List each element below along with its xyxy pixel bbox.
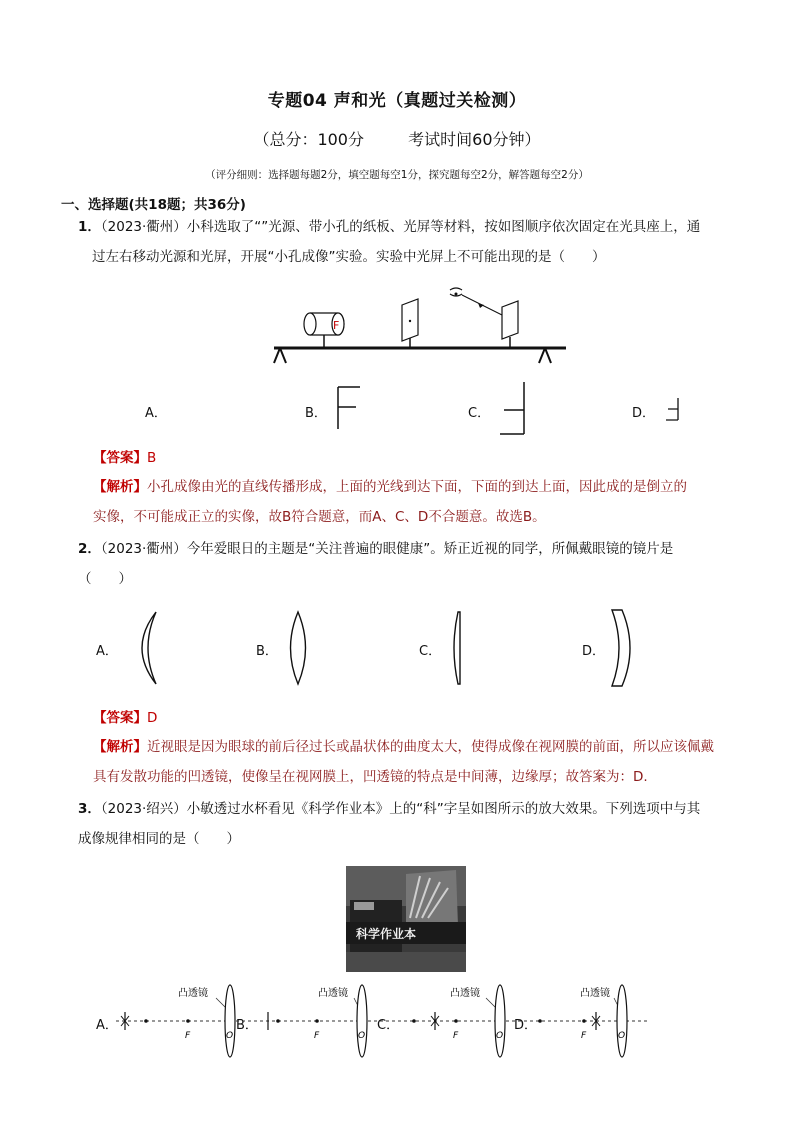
convex-lens-diagrams	[108, 980, 653, 1060]
question-text-2: 过左右移动光源和光屏，开展“小孔成像”实验。实验中光屏上不可能出现的是（ ）	[92, 249, 606, 265]
q2-option-d[interactable]: D．	[582, 644, 606, 659]
scoring-note: （评分细则：选择题每题2分，填空题每空1分，探究题每空2分，解答题每空2分）	[205, 169, 589, 181]
question-1	[78, 212, 758, 272]
question-number: 1．	[78, 219, 101, 235]
q2-option-c[interactable]: C．	[419, 644, 442, 659]
focus-label: F	[453, 1031, 459, 1041]
explanation-text-2: 具有发散功能的凹透镜，使像呈在视网膜上，凹透镜的特点是中间薄，边缘厚；故答案为：D.	[93, 769, 648, 785]
q1-explanation	[93, 472, 753, 532]
total-score: （总分：100分	[253, 130, 364, 149]
option-c-shape	[496, 380, 530, 438]
exam-time: 考试时间60分钟）	[408, 130, 541, 149]
q2-explanation	[93, 732, 753, 792]
optical-center-label: O	[226, 1031, 234, 1041]
answer-tag: 【答案】	[93, 450, 147, 466]
explanation-text-2: 实像，不可能成正立的实像，故B符合题意，而A、C、D不合题意。故选B。	[93, 509, 546, 525]
q1-option-b[interactable]: B．	[305, 406, 327, 421]
focus-label: F	[581, 1031, 587, 1041]
lens-label: 凸透镜	[580, 988, 610, 999]
q1-option-a[interactable]: A．	[145, 406, 167, 421]
svg-text:F: F	[333, 319, 340, 332]
option-b-shape	[334, 385, 364, 431]
q2-answer	[93, 706, 157, 726]
pinhole-board-icon	[402, 299, 418, 348]
explanation-text: 小孔成像由光的直线传播形成，上面的光线到达下面，下面的到达上面，因此成的是倒立的	[147, 479, 687, 495]
question-text-2: （ ）	[78, 571, 132, 587]
question-number: 3．	[78, 801, 101, 817]
lens-label: 凸透镜	[450, 988, 480, 999]
lens-label: 凸透镜	[178, 988, 208, 999]
q1-option-c[interactable]: C．	[468, 406, 491, 421]
q3-option-b[interactable]: B．	[236, 1018, 258, 1033]
explanation-text: 近视眼是因为眼球的前后径过长或晶状体的曲度太大，使得成像在视网膜的前面，所以应该佩戴	[147, 739, 714, 755]
question-3	[78, 794, 758, 854]
lens-label: 凸透镜	[318, 988, 348, 999]
question-2	[78, 534, 758, 594]
water-glass-photo	[346, 866, 466, 972]
question-text: （2023·衢州）今年爱眼日的主题是“关注普遍的眼健康”。矫正近视的同学，所佩戴眼镜的镜片是	[100, 541, 674, 557]
optical-center-label: O	[618, 1031, 626, 1041]
eye-icon	[450, 288, 502, 315]
explanation-tag: 【解析】	[93, 739, 147, 755]
q3-option-a[interactable]: A．	[96, 1018, 118, 1033]
q1-answer	[93, 446, 156, 466]
q3-option-c[interactable]: C．	[377, 1018, 400, 1033]
light-source-icon	[304, 313, 344, 348]
answer-value: B	[147, 450, 157, 466]
q1-option-d[interactable]: D．	[632, 406, 656, 421]
concave-meniscus-lens	[126, 610, 166, 686]
exam-info	[0, 127, 794, 150]
question-text: （2023·绍兴）小敏透过水杯看见《科学作业本》上的“科”字呈如图所示的放大效果。下列选项中与其	[100, 801, 701, 817]
biconvex-lens	[283, 610, 313, 686]
explanation-tag: 【解析】	[93, 479, 147, 495]
biconcave-lens	[608, 608, 638, 688]
q3-option-d[interactable]: D．	[514, 1018, 538, 1033]
q2-option-a[interactable]: A．	[96, 644, 118, 659]
focus-label: F	[185, 1031, 191, 1041]
page-title: 专题04 声和光（真题过关检测）	[267, 91, 527, 111]
diagram-d	[538, 985, 627, 1057]
photo-caption: 科学作业本	[356, 927, 417, 941]
answer-tag: 【答案】	[93, 710, 147, 726]
question-number: 2．	[78, 541, 101, 557]
answer-value: D	[147, 710, 158, 726]
plano-convex-lens	[448, 610, 472, 686]
question-text-2: 成像规律相同的是（ ）	[78, 831, 240, 847]
question-text: （2023·衢州）小科选取了“”光源、带小孔的纸板、光屏等材料，按如图顺序依次固定在光具座上，通	[100, 219, 701, 235]
option-d-shape	[660, 396, 684, 424]
optical-center-label: O	[496, 1031, 504, 1041]
optical-center-label: O	[358, 1031, 366, 1041]
section-heading: 一、选择题(共18题；共36分)	[61, 197, 246, 213]
pinhole-apparatus-figure	[270, 283, 570, 368]
focus-label: F	[314, 1031, 320, 1041]
screen-icon	[502, 301, 518, 348]
q2-option-b[interactable]: B．	[256, 644, 278, 659]
